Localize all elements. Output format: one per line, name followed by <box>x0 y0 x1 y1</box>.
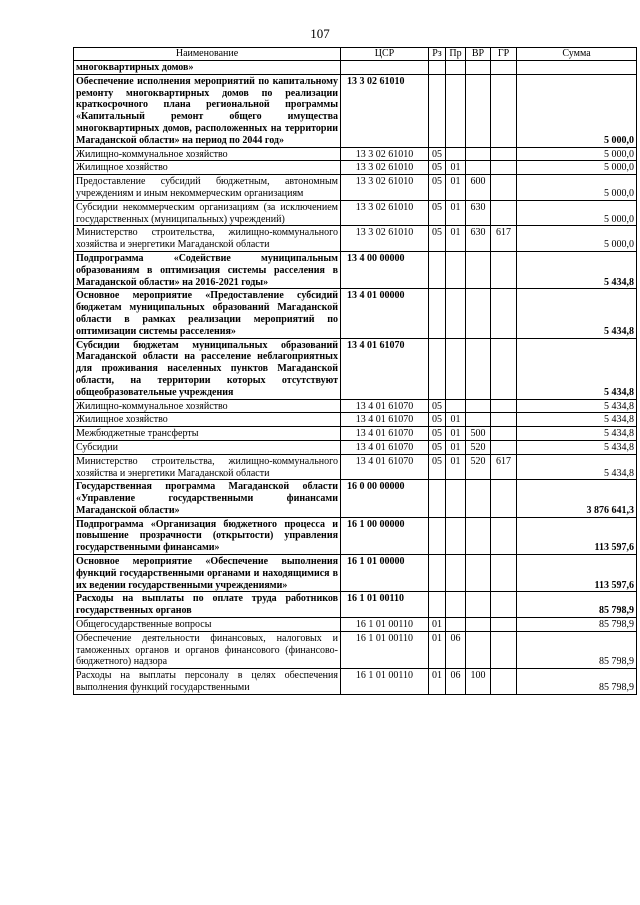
row-gr <box>491 175 517 201</box>
row-pr <box>446 592 466 618</box>
row-csr: 13 3 02 61010 <box>341 175 429 201</box>
row-name: Жилищно-коммунальное хозяйство <box>74 399 341 413</box>
row-sum: 5 434,8 <box>517 338 637 399</box>
row-vr: 600 <box>466 175 491 201</box>
row-sum: 85 798,9 <box>517 618 637 632</box>
table-row <box>74 399 637 413</box>
table-row <box>74 338 637 399</box>
row-sum: 5 000,0 <box>517 175 637 201</box>
row-csr: 13 4 01 61070 <box>341 338 429 399</box>
table-row <box>74 427 637 441</box>
row-sum: 5 000,0 <box>517 74 637 147</box>
table-row <box>74 74 637 147</box>
row-csr: 13 4 01 61070 <box>341 440 429 454</box>
row-name: Жилищное хозяйство <box>74 161 341 175</box>
row-name: Общегосударственные вопросы <box>74 618 341 632</box>
row-gr <box>491 517 517 554</box>
row-sum: 5 000,0 <box>517 226 637 252</box>
row-pr <box>446 61 466 75</box>
row-csr: 16 1 01 00000 <box>341 555 429 592</box>
row-rz <box>429 517 446 554</box>
row-gr <box>491 74 517 147</box>
row-sum: 85 798,9 <box>517 669 637 695</box>
row-rz <box>429 555 446 592</box>
row-name: Субсидии некоммерческим организациям (за исключением государственных (муниципальных) учреждений) <box>74 200 341 226</box>
table-row <box>74 175 637 201</box>
header-name: Наименование <box>74 48 341 61</box>
row-pr: 06 <box>446 669 466 695</box>
row-csr: 13 3 02 61010 <box>341 147 429 161</box>
row-gr <box>491 251 517 288</box>
row-vr: 500 <box>466 427 491 441</box>
row-name: Подпрограмма «Организация бюджетного процесса и повышение прозрачности (открытости) управления государственными финансами» <box>74 517 341 554</box>
row-pr: 06 <box>446 631 466 668</box>
row-vr: 520 <box>466 454 491 480</box>
row-csr: 13 4 01 61070 <box>341 413 429 427</box>
row-vr: 520 <box>466 440 491 454</box>
row-vr <box>466 338 491 399</box>
row-csr: 16 0 00 00000 <box>341 480 429 517</box>
row-vr <box>466 618 491 632</box>
row-csr: 13 4 01 61070 <box>341 427 429 441</box>
row-vr <box>466 61 491 75</box>
row-sum: 5 434,8 <box>517 427 637 441</box>
table-row <box>74 226 637 252</box>
row-rz: 05 <box>429 413 446 427</box>
row-rz: 05 <box>429 440 446 454</box>
header-pr: Пр <box>446 48 466 61</box>
row-gr <box>491 618 517 632</box>
header-sum: Сумма <box>517 48 637 61</box>
row-sum: 85 798,9 <box>517 592 637 618</box>
table-row <box>74 669 637 695</box>
row-vr <box>466 480 491 517</box>
table-row <box>74 555 637 592</box>
row-vr <box>466 555 491 592</box>
row-gr <box>491 592 517 618</box>
row-csr <box>341 61 429 75</box>
row-sum: 5 434,8 <box>517 289 637 338</box>
row-csr: 13 3 02 61010 <box>341 200 429 226</box>
row-csr: 16 1 01 00110 <box>341 669 429 695</box>
row-vr <box>466 631 491 668</box>
row-name: Субсидии <box>74 440 341 454</box>
row-sum: 85 798,9 <box>517 631 637 668</box>
row-csr: 16 1 01 00110 <box>341 592 429 618</box>
row-pr: 01 <box>446 175 466 201</box>
row-csr: 13 3 02 61010 <box>341 226 429 252</box>
row-name: Жилищно-коммунальное хозяйство <box>74 147 341 161</box>
row-gr <box>491 413 517 427</box>
row-csr: 16 1 01 00110 <box>341 631 429 668</box>
table-header-row <box>74 48 637 61</box>
row-sum: 5 434,8 <box>517 251 637 288</box>
table-row <box>74 147 637 161</box>
row-sum: 5 434,8 <box>517 454 637 480</box>
row-pr <box>446 74 466 147</box>
row-rz: 01 <box>429 618 446 632</box>
row-csr: 13 3 02 61010 <box>341 161 429 175</box>
row-pr: 01 <box>446 161 466 175</box>
row-sum: 5 000,0 <box>517 147 637 161</box>
row-name: Обеспечение деятельности финансовых, налоговых и таможенных органов и органов финансового (финансово-бюджетного) надзора <box>74 631 341 668</box>
row-pr <box>446 618 466 632</box>
row-rz: 05 <box>429 226 446 252</box>
row-pr <box>446 251 466 288</box>
row-vr <box>466 251 491 288</box>
row-gr <box>491 200 517 226</box>
row-vr: 630 <box>466 200 491 226</box>
row-csr: 13 4 01 61070 <box>341 399 429 413</box>
table-row <box>74 413 637 427</box>
header-vr: ВР <box>466 48 491 61</box>
row-rz: 05 <box>429 147 446 161</box>
row-name: многоквартирных домов» <box>74 61 341 75</box>
row-rz: 05 <box>429 161 446 175</box>
row-sum: 5 434,8 <box>517 399 637 413</box>
row-gr <box>491 631 517 668</box>
row-vr <box>466 413 491 427</box>
row-pr: 01 <box>446 454 466 480</box>
row-rz: 01 <box>429 631 446 668</box>
row-rz <box>429 74 446 147</box>
header-rz: Рз <box>429 48 446 61</box>
row-gr <box>491 338 517 399</box>
row-csr: 16 1 01 00110 <box>341 618 429 632</box>
row-name: Министерство строительства, жилищно-коммунального хозяйства и энергетики Магаданской области <box>74 454 341 480</box>
table-row <box>74 631 637 668</box>
row-gr <box>491 440 517 454</box>
row-pr <box>446 289 466 338</box>
row-csr: 16 1 00 00000 <box>341 517 429 554</box>
row-rz <box>429 592 446 618</box>
table-row <box>74 440 637 454</box>
row-csr: 13 4 01 61070 <box>341 454 429 480</box>
page-number: 107 <box>310 26 330 41</box>
row-gr <box>491 427 517 441</box>
table-row <box>74 161 637 175</box>
table-row <box>74 200 637 226</box>
row-name: Обеспечение исполнения мероприятий по капитальному ремонту многоквартирных домов по реализации краткосрочного плана региональной программы «Капитальный ремонт общего имущества многоквартирных домов, расположенных на территории Магаданской области» на период по 2044 год» <box>74 74 341 147</box>
row-gr <box>491 399 517 413</box>
row-pr <box>446 517 466 554</box>
table-row <box>74 618 637 632</box>
row-rz <box>429 251 446 288</box>
row-pr <box>446 480 466 517</box>
row-vr <box>466 517 491 554</box>
row-sum: 5 434,8 <box>517 440 637 454</box>
row-gr <box>491 161 517 175</box>
table-row <box>74 517 637 554</box>
row-name: Подпрограмма «Содействие муниципальным образованиям в оптимизация системы расселения в Магаданской области» на 2016-2021 годы» <box>74 251 341 288</box>
row-name: Жилищное хозяйство <box>74 413 341 427</box>
row-name: Расходы на выплаты по оплате труда работников государственных органов <box>74 592 341 618</box>
row-gr <box>491 555 517 592</box>
row-gr <box>491 480 517 517</box>
row-sum: 5 000,0 <box>517 161 637 175</box>
row-rz: 05 <box>429 175 446 201</box>
header-gr: ГР <box>491 48 517 61</box>
row-name: Министерство строительства, жилищно-коммунального хозяйства и энергетики Магаданской области <box>74 226 341 252</box>
row-rz: 05 <box>429 454 446 480</box>
row-rz <box>429 61 446 75</box>
row-pr: 01 <box>446 413 466 427</box>
row-pr <box>446 399 466 413</box>
budget-table <box>73 47 637 695</box>
row-vr <box>466 289 491 338</box>
row-gr <box>491 147 517 161</box>
row-sum: 5 000,0 <box>517 200 637 226</box>
row-rz <box>429 338 446 399</box>
table-row <box>74 454 637 480</box>
row-name: Субсидии бюджетам муниципальных образований Магаданской области на расселение неблагоприятных для проживания населенных пунктов Магаданской области, на территории которых отсутствуют общеобразовательные учреждения <box>74 338 341 399</box>
row-pr: 01 <box>446 440 466 454</box>
row-vr <box>466 147 491 161</box>
row-rz: 05 <box>429 200 446 226</box>
row-name: Основное мероприятие «Предоставление субсидий бюджетам муниципальных образований Магаданской области в рамках реализации мероприятий по оптимизации системы расселения» <box>74 289 341 338</box>
row-gr: 617 <box>491 226 517 252</box>
row-sum: 113 597,6 <box>517 517 637 554</box>
row-vr <box>466 592 491 618</box>
table-row <box>74 592 637 618</box>
table-row <box>74 289 637 338</box>
row-name: Предоставление субсидий бюджетным, автономным учреждениям и иным некоммерческим организациям <box>74 175 341 201</box>
table-row <box>74 480 637 517</box>
row-name: Государственная программа Магаданской области «Управление государственными финансами Магаданской области» <box>74 480 341 517</box>
row-sum: 113 597,6 <box>517 555 637 592</box>
row-vr: 100 <box>466 669 491 695</box>
table-row <box>74 61 637 75</box>
row-sum: 5 434,8 <box>517 413 637 427</box>
row-pr: 01 <box>446 427 466 441</box>
row-name: Основное мероприятие «Обеспечение выполнения функций государственными органами и находящимися в их ведении государственными учреждениями» <box>74 555 341 592</box>
row-rz <box>429 480 446 517</box>
table-body <box>74 61 637 695</box>
row-gr: 617 <box>491 454 517 480</box>
row-vr <box>466 74 491 147</box>
row-rz: 01 <box>429 669 446 695</box>
row-pr <box>446 147 466 161</box>
row-csr: 13 4 00 00000 <box>341 251 429 288</box>
row-csr: 13 4 01 00000 <box>341 289 429 338</box>
row-pr <box>446 555 466 592</box>
row-csr: 13 3 02 61010 <box>341 74 429 147</box>
row-pr <box>446 338 466 399</box>
header-csr: ЦСР <box>341 48 429 61</box>
row-pr: 01 <box>446 226 466 252</box>
row-rz: 05 <box>429 399 446 413</box>
table-row <box>74 251 637 288</box>
row-rz <box>429 289 446 338</box>
row-sum <box>517 61 637 75</box>
row-gr <box>491 289 517 338</box>
row-pr: 01 <box>446 200 466 226</box>
row-sum: 3 876 641,3 <box>517 480 637 517</box>
row-name: Межбюджетные трансферты <box>74 427 341 441</box>
row-rz: 05 <box>429 427 446 441</box>
row-vr: 630 <box>466 226 491 252</box>
row-gr <box>491 61 517 75</box>
row-vr <box>466 161 491 175</box>
row-vr <box>466 399 491 413</box>
row-gr <box>491 669 517 695</box>
row-name: Расходы на выплаты персоналу в целях обеспечения выполнения функций государственными <box>74 669 341 695</box>
